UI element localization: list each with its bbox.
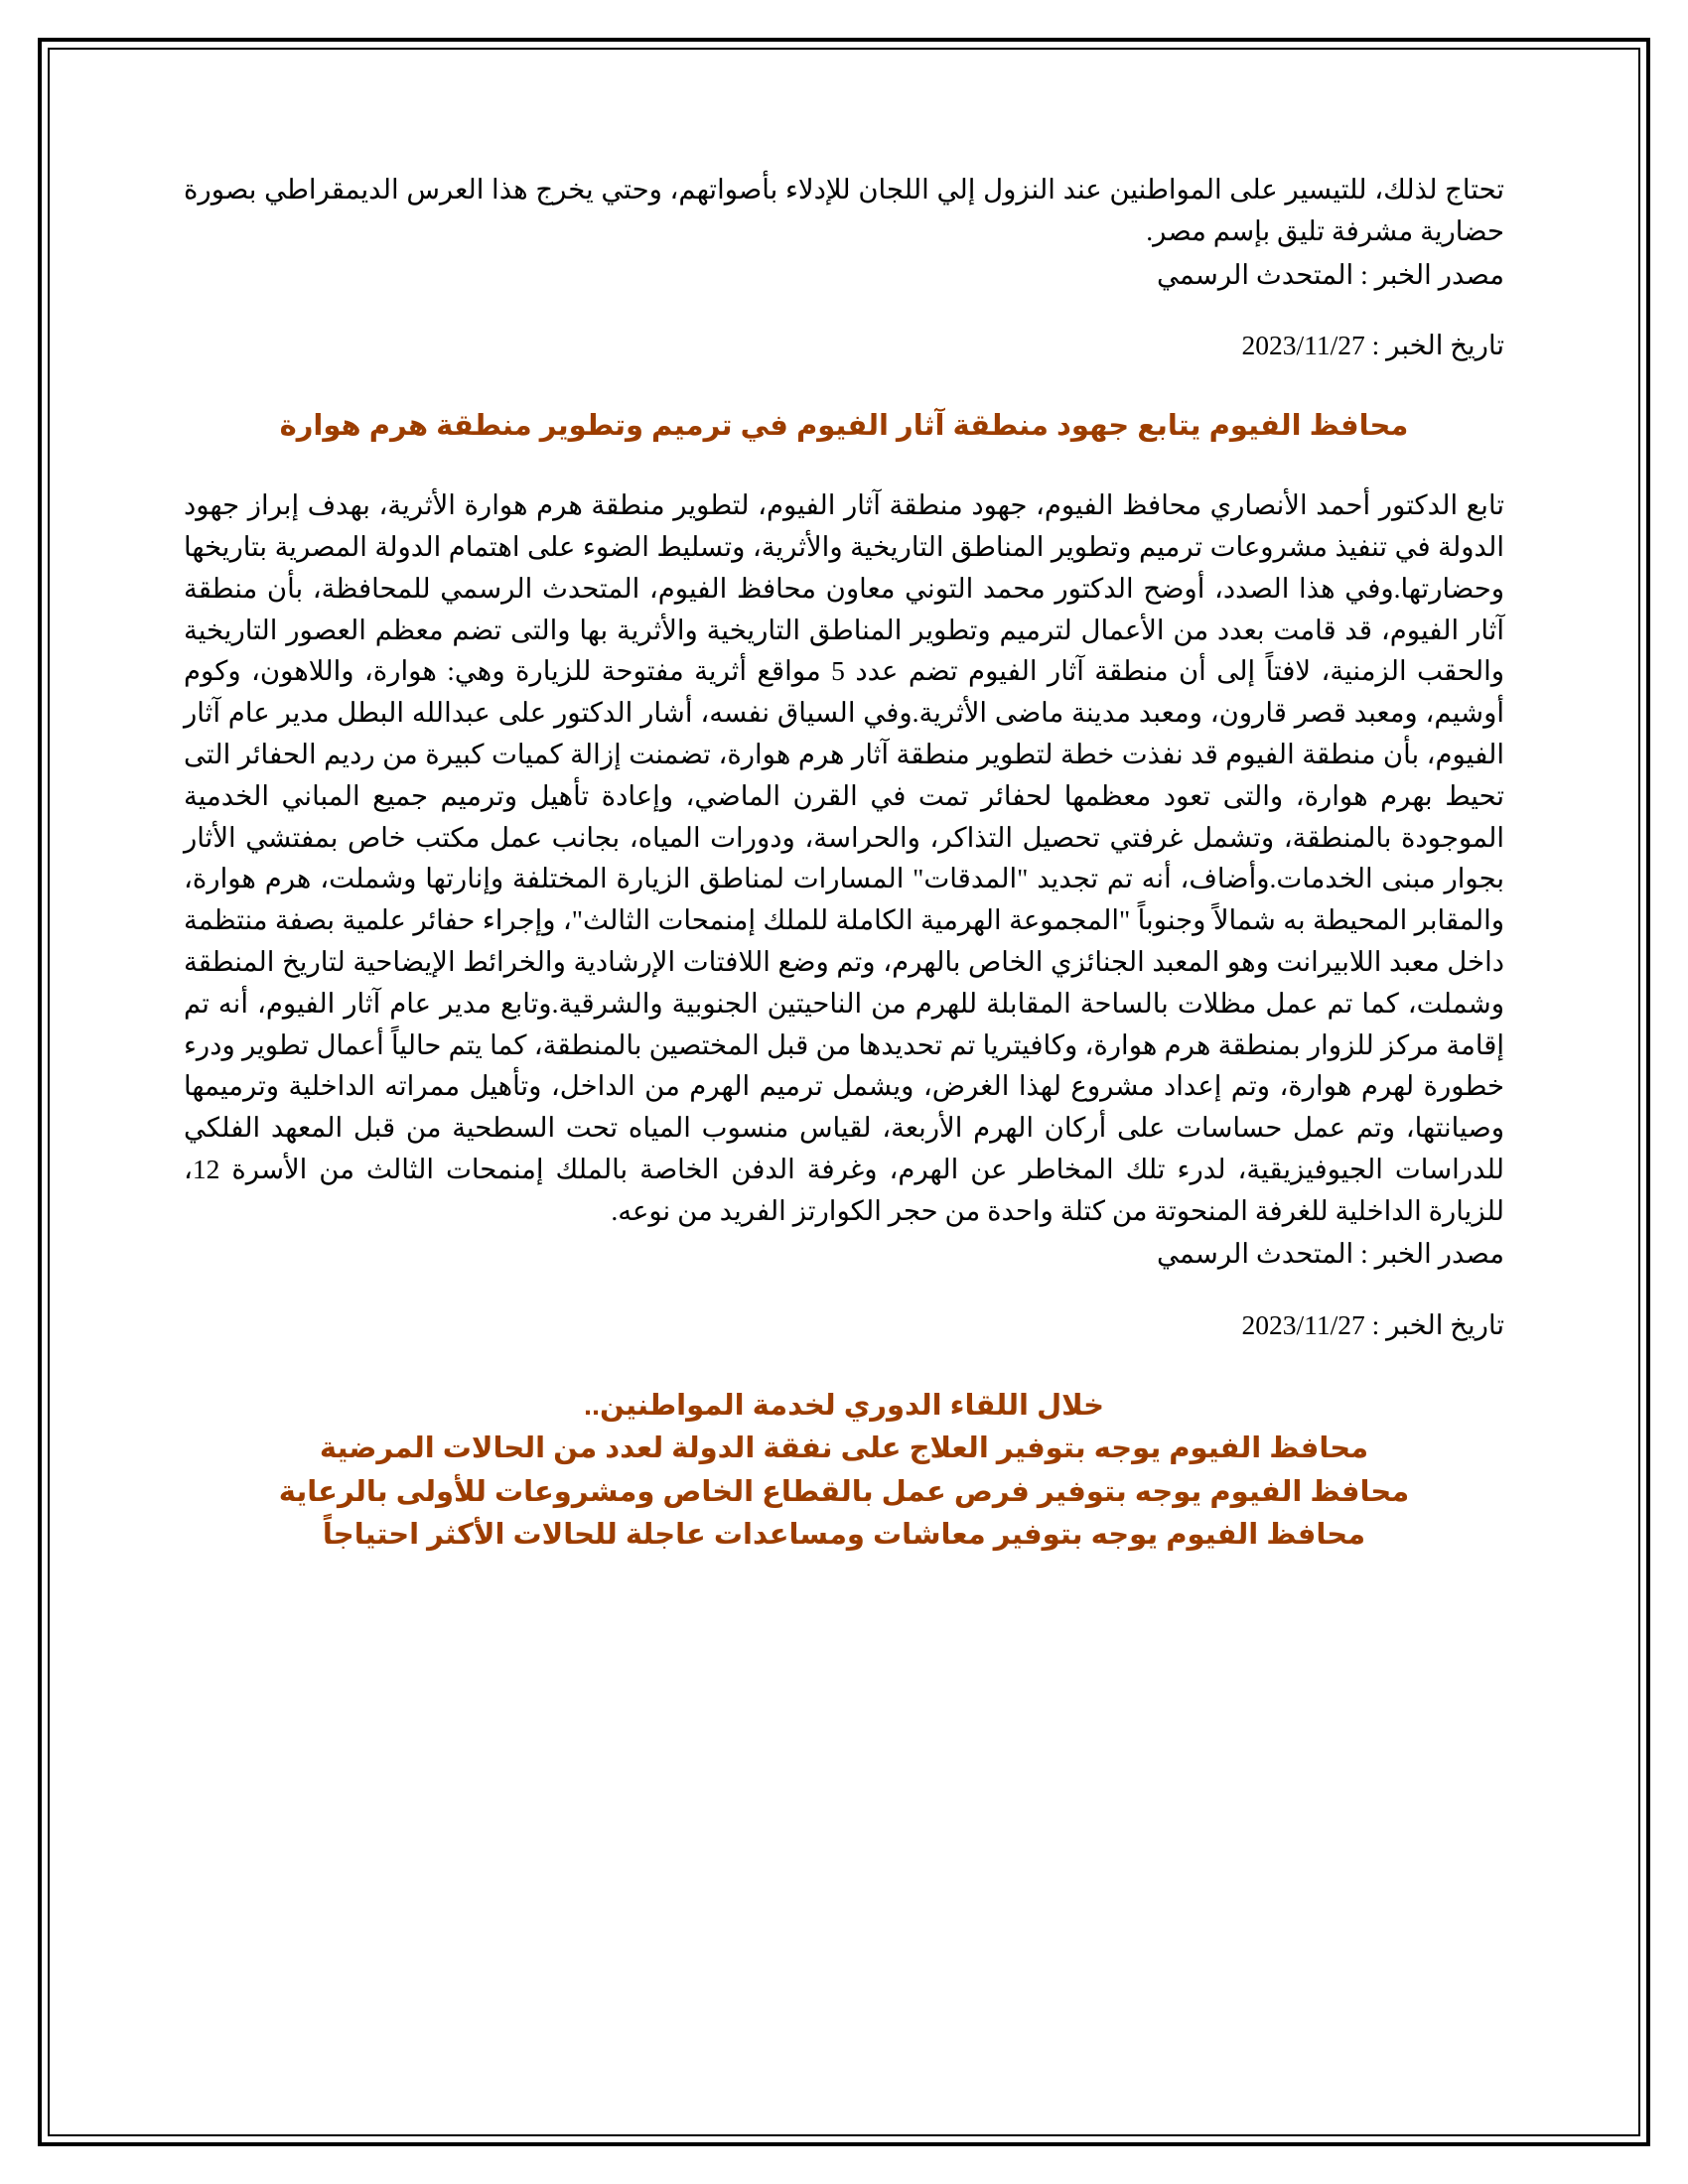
headline-line-1: خلال اللقاء الدوري لخدمة المواطنين..	[583, 1389, 1105, 1422]
news-date-line-1: تاريخ الخبر : 2023/11/27	[1241, 329, 1504, 360]
article-body-paragraph: تابع الدكتور أحمد الأنصاري محافظ الفيوم، جهود منطقة آثار الفيوم، لتطوير منطقة هرم هوارة الأثرية، بهدف إبراز جهود الدولة في تنفيذ مشروعات ترميم وتطوير المناطق التاريخية والأثرية، وتسليط الضوء على اهتمام الدولة المصرية بتاريخها وحضارتها.وفي هذا الصدد، أوضح الدكتور محمد التوني معاون محافظ الفيوم، المتحدث الرسمي للمحافظة، بأن منطقة آثار الفيوم، قد قامت بعدد من الأعمال لترميم وتطوير المناطق التاريخية والأثرية بها والتى تضم معظم العصور التاريخية والحقب الزمنية، لافتاً إلى أن منطقة آثار الفيوم تضم عدد 5 مواقع أثرية مفتوحة للزيارة وهي: هوارة، واللاهون، وكوم أوشيم، ومعبد قصر قارون، ومعبد مدينة ماضى الأثرية.وفي السياق نفسه، أشار الدكتور على عبدالله البطل مدير عام آثار الفيوم، بأن منطقة الفيوم قد نفذت خطة لتطوير منطقة آثار هرم هوارة، تضمنت إزالة كميات كبيرة من رديم الحفائر التى تحيط بهرم هوارة، والتى تعود معظمها لحفائر تمت في القرن الماضي، وإعادة تأهيل وترميم جميع المباني الخدمية الموجودة بالمنطقة، وتشمل غرفتي تحصيل التذاكر، والحراسة، ودورات المياه، بجانب عمل مكتب خاص بمفتشي الأثار بجوار مبنى الخدمات.وأضاف، أنه تم تجديد "المدقات" المسارات لمناطق الزيارة المختلفة وإنارتها وشملت، هرم هوارة، والمقابر المحيطة به شمالاً وجنوباً "المجموعة الهرمية الكاملة للملك إمنمحات الثالث"، وإجراء حفائر علمية بصفة منتظمة داخل معبد اللابيرانت وهو المعبد الجنائزي الخاص بالهرم، وتم وضع اللافتات الإرشادية والخرائط الإيضاحية لتاريخ المنطقة وشملت، كما تم عمل مظلات بالساحة المقابلة للهرم من الناحيتين الجنوبية والشرقية.وتابع مدير عام آثار الفيوم، أنه تم إقامة مركز للزوار بمنطقة هرم هوارة، وكافيتريا تم تحديدها من قبل المختصين بالمنطقة، كما يتم حالياً أعمال تطوير ودرء خطورة لهرم هوارة، وتم إعداد مشروع لهذا الغرض، ويشمل ترميم الهرم من الداخل، وتأهيل ممراته الداخلية وترميمها وصيانتها، وتم عمل حساسات على أركان الهرم الأربعة، لقياس منسوب المياه تحت السطحية من قبل المعهد الفلكي للدراسات الجيوفيزيقية، لدرء تلك المخاطر عن الهرم، وغرفة الدفن الخاصة بالملك إمنمحات الثالث من الأسرة 12، للزيارة الداخلية للغرفة المنحوتة من كتلة واحدة من حجر الكوارتز الفريد من نوعه.	[184, 489, 1505, 1226]
headline-line-3: محافظ الفيوم يوجه بتوفير فرص عمل بالقطاع الخاص ومشروعات للأولى بالرعاية	[278, 1475, 1410, 1508]
news-source-line-1: مصدر الخبر : المتحدث الرسمي	[1156, 258, 1504, 290]
news-source-line-2: مصدر الخبر : المتحدث الرسمي	[1156, 1238, 1504, 1270]
intro-paragraph: تحتاج لذلك، للتيسير على المواطنين عند النزول إلي اللجان للإدلاء بأصواتهم، وحتي يخرج هذا العرس الديمقراطي بصورة حضارية مشرفة تليق بإسم مصر.	[184, 174, 1504, 246]
headline-line-2: محافظ الفيوم يوجه بتوفير العلاج على نفقة الدولة لعدد من الحالات المرضية	[319, 1433, 1369, 1465]
document-content	[184, 169, 1504, 1558]
headline-line-4: محافظ الفيوم يوجه بتوفير معاشات ومساعدات عاجلة للحالات الأكثر احتياجاً	[322, 1519, 1366, 1552]
news-date-line-2: تاريخ الخبر : 2023/11/27	[1241, 1308, 1504, 1340]
article-headline-primary: محافظ الفيوم يتابع جهود منطقة آثار الفيوم في ترميم وتطوير منطقة هرم هوارة	[279, 410, 1409, 443]
article-headline-secondary	[184, 1385, 1504, 1558]
